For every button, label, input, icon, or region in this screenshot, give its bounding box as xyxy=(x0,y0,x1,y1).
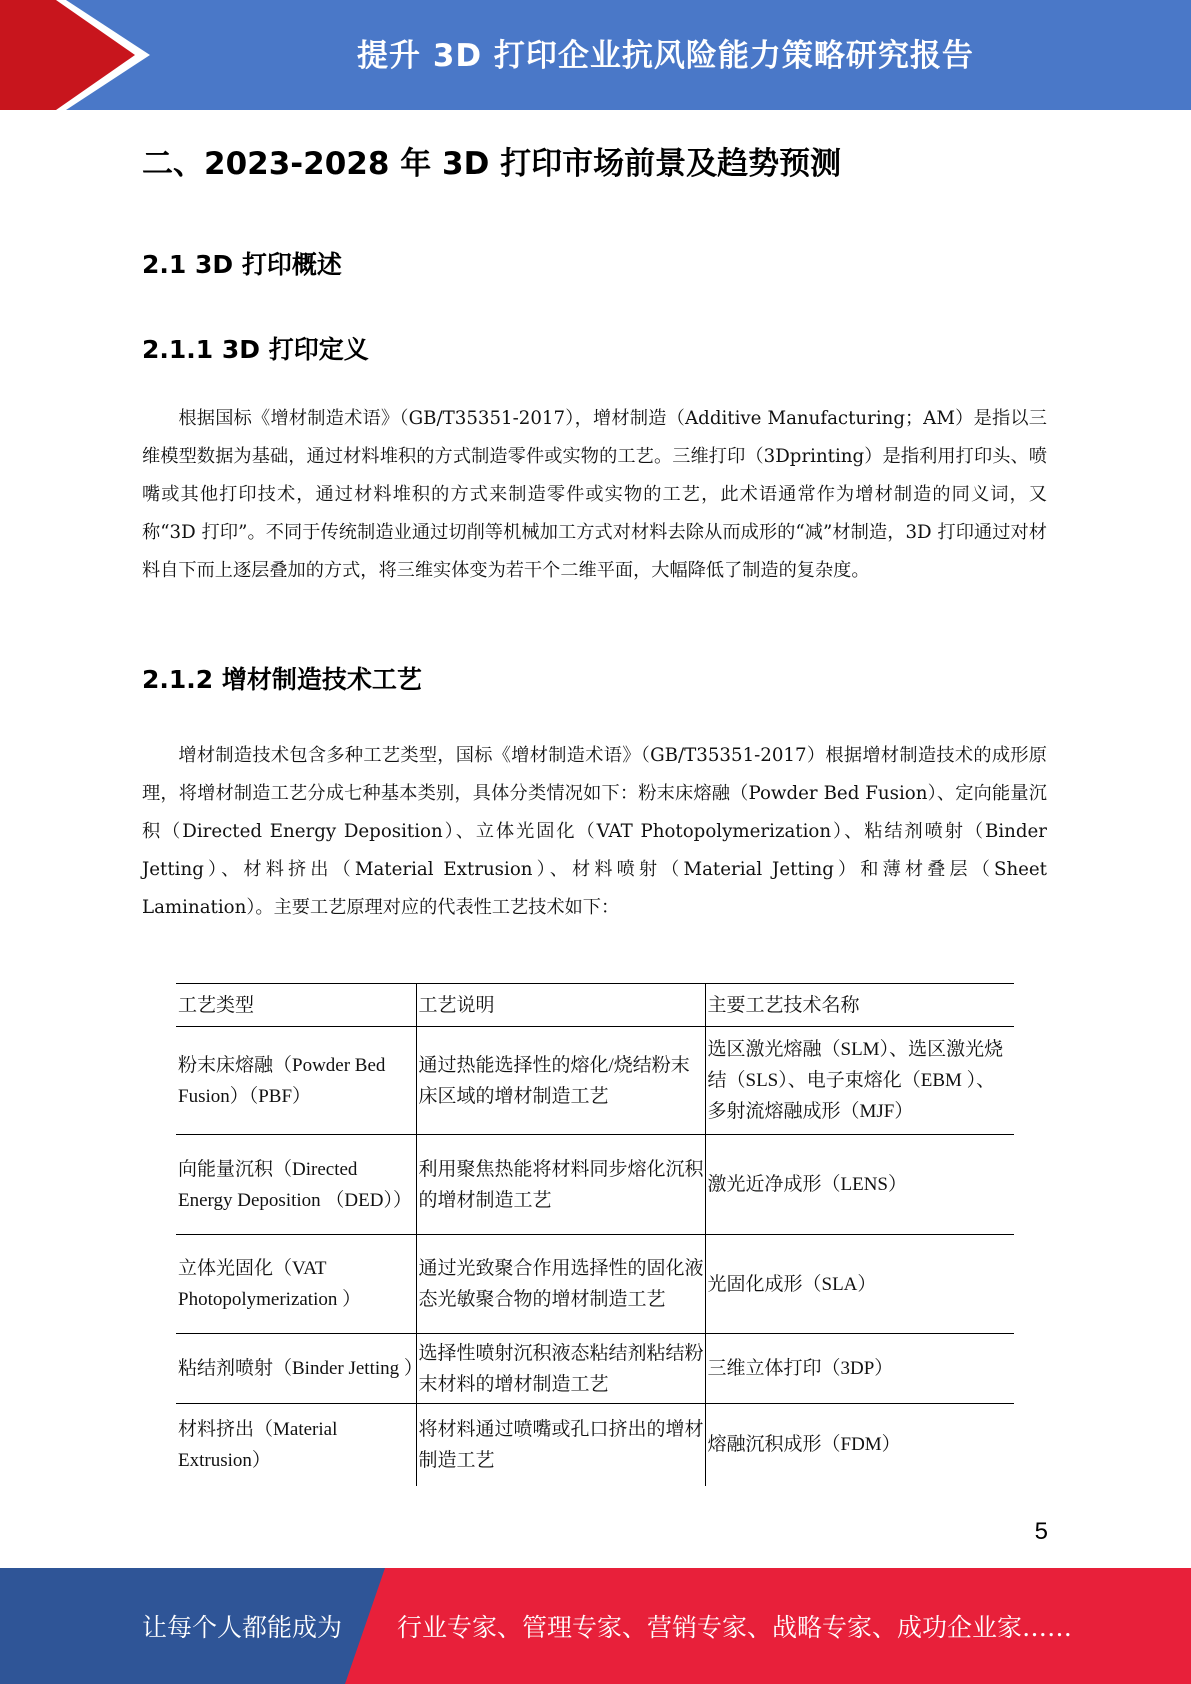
page-number: 5 xyxy=(1034,1518,1048,1545)
definition-paragraph xyxy=(142,400,1047,590)
table-cell: 向能量沉积（Directed Energy Deposition （DED）） xyxy=(178,1158,412,1211)
table-cell: 粘结剂喷射（Binder Jetting ） xyxy=(178,1358,423,1379)
table-cell: 选区激光熔融（SLM）、选区激光烧结（SLS）、电子束熔化（EBM ）、多射流熔融成形（MJF） xyxy=(707,1039,1004,1122)
table-cell: 材料挤出（Material Extrusion） xyxy=(178,1418,338,1471)
table-cell: 激光近净成形（LENS） xyxy=(705,1135,1014,1235)
table-cell: 立体光固化（VAT Photopolymerization ） xyxy=(178,1258,362,1310)
table-cell: 通过光致聚合作用选择性的固化液态光敏聚合物的增材制造工艺 xyxy=(416,1235,705,1334)
table-row xyxy=(176,1235,1014,1334)
footer-slogan-right: 行业专家、管理专家、营销专家、战略专家、成功企业家…… xyxy=(397,1613,1073,1642)
table-cell: 粉末床熔融（Powder Bed Fusion）（PBF） xyxy=(178,1054,386,1107)
table-cell: 三维立体打印（3DP） xyxy=(705,1334,1014,1404)
process-text: 增材制造技术包含多种工艺类型，国标《增材制造术语》（GB/T35351-2017）根据增材制造技术的成形原理，将增材制造工艺分成七种基本类别，具体分类情况如下：粉末床熔融（Powder Bed Fusion）、定向能量沉积（Directed Energy Deposition）、立体光固化（VAT Photopolymerization）、粘结剂喷射（Binder Jetting）、材料挤出（Material Extrusion）、材料喷射（Material Jetting）和薄材叠层（Sheet Lamination）。主要工艺原理对应的代表性工艺技术如下： xyxy=(142,745,1047,918)
table-cell: 通过热能选择性的熔化/烧结粉末床区域的增材制造工艺 xyxy=(416,1027,705,1135)
process-paragraph xyxy=(142,737,1047,927)
table-row xyxy=(176,1404,1014,1486)
table-header-cell: 主要工艺技术名称 xyxy=(705,984,1014,1027)
table-cell: 光固化成形（SLA） xyxy=(705,1235,1014,1334)
report-title: 提升 3D 打印企业抗风险能力策略研究报告 xyxy=(357,37,974,74)
table-row xyxy=(176,1027,1014,1135)
section-title: 二、2023-2028 年 3D 打印市场前景及趋势预测 xyxy=(142,146,842,182)
process-table xyxy=(176,983,1014,1486)
table-cell: 将材料通过喷嘴或孔口挤出的增材制造工艺 xyxy=(416,1404,705,1486)
table-header-cell: 工艺类型 xyxy=(178,994,255,1016)
table-row xyxy=(176,1334,1014,1404)
footer-slogan-left: 让每个人都能成为 xyxy=(142,1613,343,1642)
definition-text: 根据国标《增材制造术语》（GB/T35351-2017），增材制造（Additive Manufacturing；AM）是指以三维模型数据为基础，通过材料堆积的方式制造零件或实物的工艺。三维打印（3Dprinting）是指利用打印头、喷嘴或其他打印技术，通过材料堆积的方式来制造零件或实物的工艺，此术语通常作为增材制造的同义词，又称“3D 打印”。不同于传统制造业通过切削等机械加工方式对材料去除从而成形的“减”材制造，3D 打印通过对材料自下而上逐层叠加的方式，将三维实体变为若干个二维平面，大幅降低了制造的复杂度。 xyxy=(142,408,1047,581)
table-cell: 选择性喷射沉积液态粘结剂粘结粉末材料的增材制造工艺 xyxy=(416,1334,705,1404)
table-cell-wrapper xyxy=(705,1027,1014,1135)
table-cell: 利用聚焦热能将材料同步熔化沉积的增材制造工艺 xyxy=(416,1135,705,1235)
table-header-cell: 工艺说明 xyxy=(416,984,705,1027)
subsection-2-1-1-title: 2.1.1 3D 打印定义 xyxy=(142,335,369,364)
subsection-title: 2.1 3D 打印概述 xyxy=(142,250,342,279)
table-cell: 熔融沉积成形（FDM） xyxy=(705,1404,1014,1486)
subsection-2-1-2-title: 2.1.2 增材制造技术工艺 xyxy=(142,665,422,694)
table-header-row xyxy=(176,984,1014,1027)
table-row xyxy=(176,1135,1014,1235)
